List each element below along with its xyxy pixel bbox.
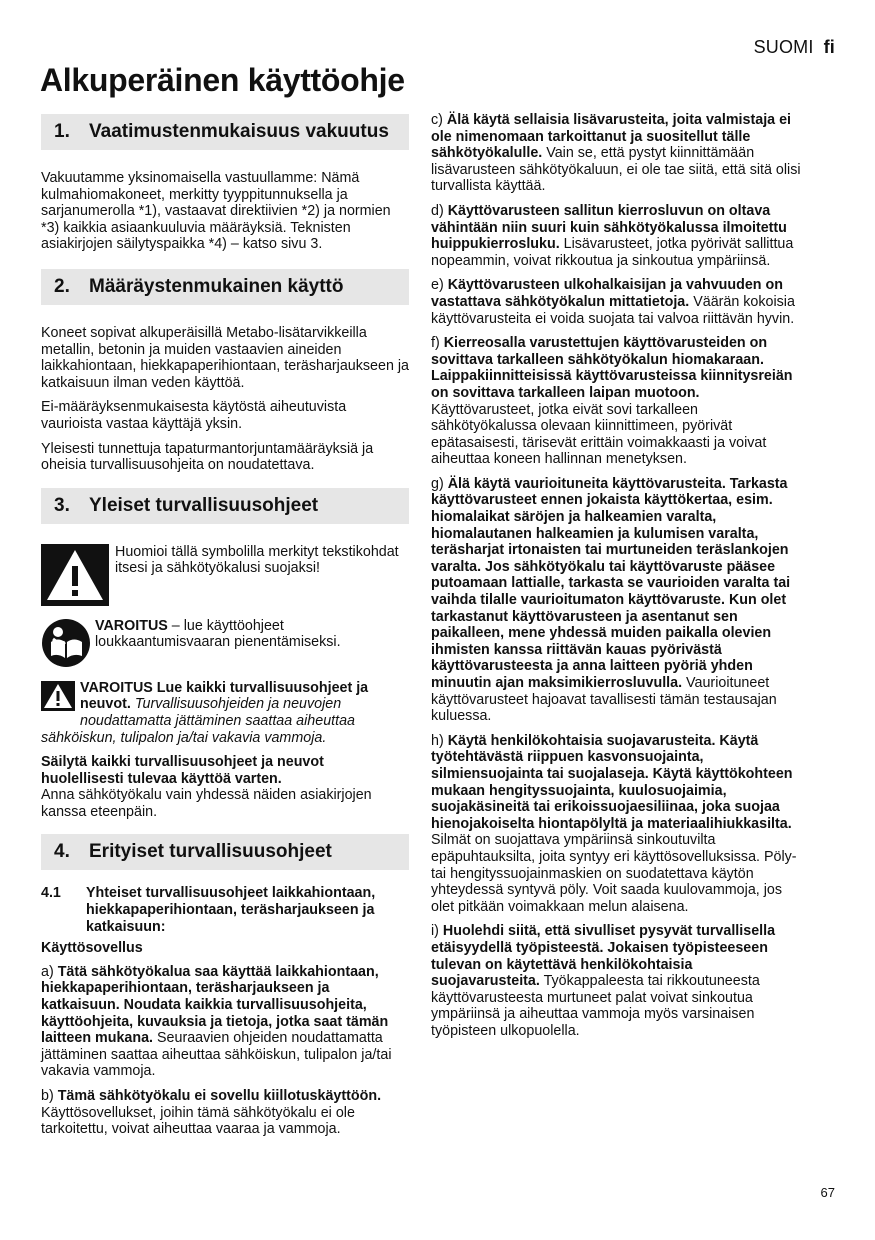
general-warning-italic: Turvallisuusohjeiden ja neuvojen noudattamatta jättäminen saattaa aiheuttaa sähköiskun, tulipalon ja/tai vakavia vammoja. (41, 696, 356, 746)
warning-triangle-small-icon (41, 681, 75, 716)
warning-triangle-icon (41, 544, 109, 606)
section-2-para-3: Yleisesti tunnettuja tapaturmantorjuntamääräyksiä ja oheisia turvallisuusohjeita on noudatettava. (41, 440, 374, 474)
item-e (431, 277, 803, 327)
section-2-heading (41, 269, 409, 305)
read-manual-warning (41, 618, 409, 668)
item-g (431, 476, 803, 725)
section-1-heading (41, 114, 409, 150)
section-title: Vaatimustenmukaisuus vakuutus (89, 121, 389, 142)
section-number: 4. (54, 841, 70, 863)
item-bold: Tämä sähkötyökalu ei sovellu kiillotuskäyttöön. (57, 1088, 382, 1104)
section-2-para-1: Koneet sopivat alkuperäisillä Metabo-lisätarvikkeilla metallin, betonin ja muiden vastaavien aineiden laikkahiontaan, hiekkapaperihiontaan, teräsharjaukseen ja katkaisuun ilman veden käyttöä. (41, 324, 409, 391)
item-i (431, 923, 803, 1039)
item-prefix: d) (431, 202, 448, 219)
left-column (41, 114, 409, 1146)
item-text: Työkappaleesta tai rikkoutuneesta käyttövarusteesta murtuneet palat voivat sinkoutua ympäriinsä ja aiheuttaa vammoja myös varsinaisen työpisteen ulkopuolella. (431, 973, 760, 1039)
item-prefix: i) (431, 923, 443, 940)
symbol-note-text: Huomioi tällä symbolilla merkityt tekstikohdat itsesi ja sähkötyökalusi suojaksi! (115, 543, 399, 577)
general-warning (41, 680, 409, 746)
item-text: Väärän kokoisia käyttövarusteita ei voida suojata tai valvoa riittävän hyvin. (431, 293, 795, 327)
section-3-heading (41, 488, 409, 524)
item-prefix: a) (41, 963, 58, 980)
item-prefix: h) (431, 732, 448, 749)
general-warning-bold: VAROITUS Lue kaikki turvallisuusohjeet ja neuvot. (80, 679, 369, 713)
item-prefix: g) (431, 475, 448, 492)
item-prefix: e) (431, 277, 448, 294)
item-h (431, 733, 803, 916)
item-f (431, 335, 803, 468)
item-text: Vaurioituneet käyttövarusteet hajoavat tavallisesti tämän testausajan kuluessa. (431, 675, 777, 725)
section-4-heading (41, 834, 409, 870)
keep-instructions (41, 754, 409, 820)
item-b (41, 1088, 409, 1138)
item-prefix: c) (431, 112, 447, 128)
item-bold: Käyttövarusteen ulkohalkaisijan ja vahvuuden on vastattava sähkötyökalun mittatietoja. (431, 277, 783, 310)
language-label (754, 37, 835, 58)
read-manual-text (95, 618, 409, 668)
warning-text: – lue käyttöohjeet loukkaantumisvaaran pienentämiseksi. (95, 617, 341, 651)
item-bold: Kierreosalla varustettujen käyttövarusteiden on sovittava tarkalleen sähkötyökalun hiomakaraan. Laippakiinnitteisissä käyttövarusteissa kiinnitysreiän on sovittava tarkalleen laipan muotoon. (431, 335, 793, 401)
warning-label: VAROITUS (95, 617, 168, 634)
section-title: Määräystenmukainen käyttö (89, 275, 344, 297)
item-prefix: f) (431, 335, 444, 352)
read-manual-icon (41, 618, 91, 668)
item-a (41, 964, 409, 1080)
item-text: Seuraavien ohjeiden noudattamatta jättäminen saattaa aiheuttaa sähköiskun, tulipalon ja/tai vakavia vammoja. (41, 1030, 392, 1080)
section-number: 2. (54, 275, 70, 297)
language-code: fi (823, 37, 835, 57)
item-c (431, 112, 803, 195)
item-bold: Tätä sähkötyökalua saa käyttää laikkahiontaan, hiekkapaperihiontaan, teräsharjaukseen ja katkaisuun. Noudata kaikkia turvallisuusohjeita, käyttöohjeita, kuvauksia ja tietoja, jotka saat tämän laitteen mukana. (41, 963, 389, 1047)
item-text: Käyttösovellukset, joihin tämä sähkötyökalu ei ole tarkoitettu, voivat aiheuttaa vaaraa ja vammoja. (41, 1104, 355, 1138)
subsection-4-1 (41, 885, 409, 935)
symbol-note (41, 544, 409, 606)
item-text: Vain se, että pystyt kiinnittämään lisävarusteen sähkötyökaluun, ei ole tae siitä, että sitä olisi turvallista käyttää. (431, 145, 801, 195)
item-text: Lisävarusteet, jotka pyörivät sallittua nopeammin, voivat rikkoutua ja sinkoutua ympäriinsä. (431, 236, 794, 269)
item-text: Käyttövarusteet, jotka eivät sovi tarkalleen sähkötyökalussa olevaan kiinnittimeen, pyörivät epätasaisesti, tärisevät erittäin voimakkaasti ja voivat aiheuttaa koneen hallinnan menetyksen. (431, 401, 767, 468)
item-bold: Käytä henkilökohtaisia suojavarusteita. Käytä työtehtävästä riippuen kasvonsuojainta, silmiensuojainta tai suojalaseja. Käytä käyttökohteen mukaan hengityssuojainta, kuulosuojaimia, suojakäsineitä tai erikoissuojaesiliinaa, joka suojaa hienojakoiselta hiontapölyltä ja materiaalihiukkasilta. (431, 732, 793, 832)
page-title: Alkuperäinen käyttöohje (40, 62, 405, 98)
item-d (431, 203, 803, 269)
item-bold: Älä käytä vaurioituneita käyttövarusteita. Tarkasta käyttövarusteet ennen jokaista käyttökertaa, esim. hiomalaikat säröjen ja halkeamien varalta, hiomalautanen halkeamien ja kulumisen varalta, teräsharjat irtonaisten tai murtuneiden teräslankojen varalta. Jos sähkötyökalu tai käyttövaruste pääsee putoamaan lattialle, tarkasta se vaurioiden varalta tai vaihda tilalle vaurioitumaton käyttövaruste. Kun olet tarkastanut käyttövarusteen ja asentanut sen paikalleen, mene yhdessä muiden paikalla olevien ihmisten kanssa riittävän kauas pyörivästä käyttövarusteesta ja anna laitteen pyöriä yhden minuutin ajan maksimikierrosluvulla. (431, 475, 791, 691)
subsection-number: 4.1 (41, 885, 61, 902)
usage-heading: Käyttösovellus (41, 940, 143, 957)
subsection-title: Yhteiset turvallisuusohjeet laikkahiontaan, hiekkapaperihiontaan, teräsharjaukseen ja katkaisuun: (86, 885, 376, 935)
section-title: Erityiset turvallisuusohjeet (89, 841, 332, 863)
item-prefix: b) (41, 1088, 58, 1104)
keep-instructions-text: Anna sähkötyökalu vain yhdessä näiden asiakirjojen kanssa eteenpäin. (41, 787, 372, 820)
page-number: 67 (820, 1185, 835, 1200)
section-1-text: Vakuutamme yksinomaisella vastuullamme: Nämä kulmahiomakoneet, merkitty tyyppitunnuksella ja sarjanumerolla *1), vastaavat direktiivien *2) ja normien *3) kaikkia asiaankuuluvia määräyksiä. Teknisten asiakirjojen säilytyspaikka *4) – katso sivu 3. (41, 170, 391, 253)
item-bold: Käyttövarusteen sallitun kierrosluvun on oltava vähintään niin suuri kuin sähkötyökalussa ilmoitettu huippukierrosluku. (431, 202, 787, 253)
section-2-para-2: Ei-määräyksenmukaisesta käytöstä aiheutuvista vaurioista vastaa käyttäjä yksin. (41, 399, 347, 432)
item-text: Silmät on suojattava ympäriinsä sinkoutuvilta epäpuhtauksilta, joita syntyy eri käyttösovelluksissa. Pöly- tai hengityssuojainmaskien on suodatettava käytön yhteydessä syntyvä pöly. Voit saada kuulovammoja, jos olet pitkään voimakkaan melun alaisena. (431, 832, 797, 915)
item-bold: Älä käytä sellaisia lisävarusteita, joita valmistaja ei ole nimenomaan tarkoittanut ja suositellut tälle sähkötyökalulle. (431, 112, 792, 162)
section-number: 3. (54, 494, 70, 516)
keep-instructions-bold: Säilytä kaikki turvallisuusohjeet ja neuvot huolellisesti tulevaa käyttöä varten. (41, 754, 324, 787)
language-name: SUOMI (753, 37, 814, 57)
section-number: 1. (54, 121, 70, 142)
right-column (431, 112, 803, 1047)
item-bold: Huolehdi siitä, että sivulliset pysyvät turvallisella etäisyydellä työpisteestä. Jokaisen työpisteeseen tulevan on käytettävä henkilökohtaisia suojavarusteita. (431, 923, 776, 990)
section-title: Yleiset turvallisuusohjeet (89, 494, 319, 516)
